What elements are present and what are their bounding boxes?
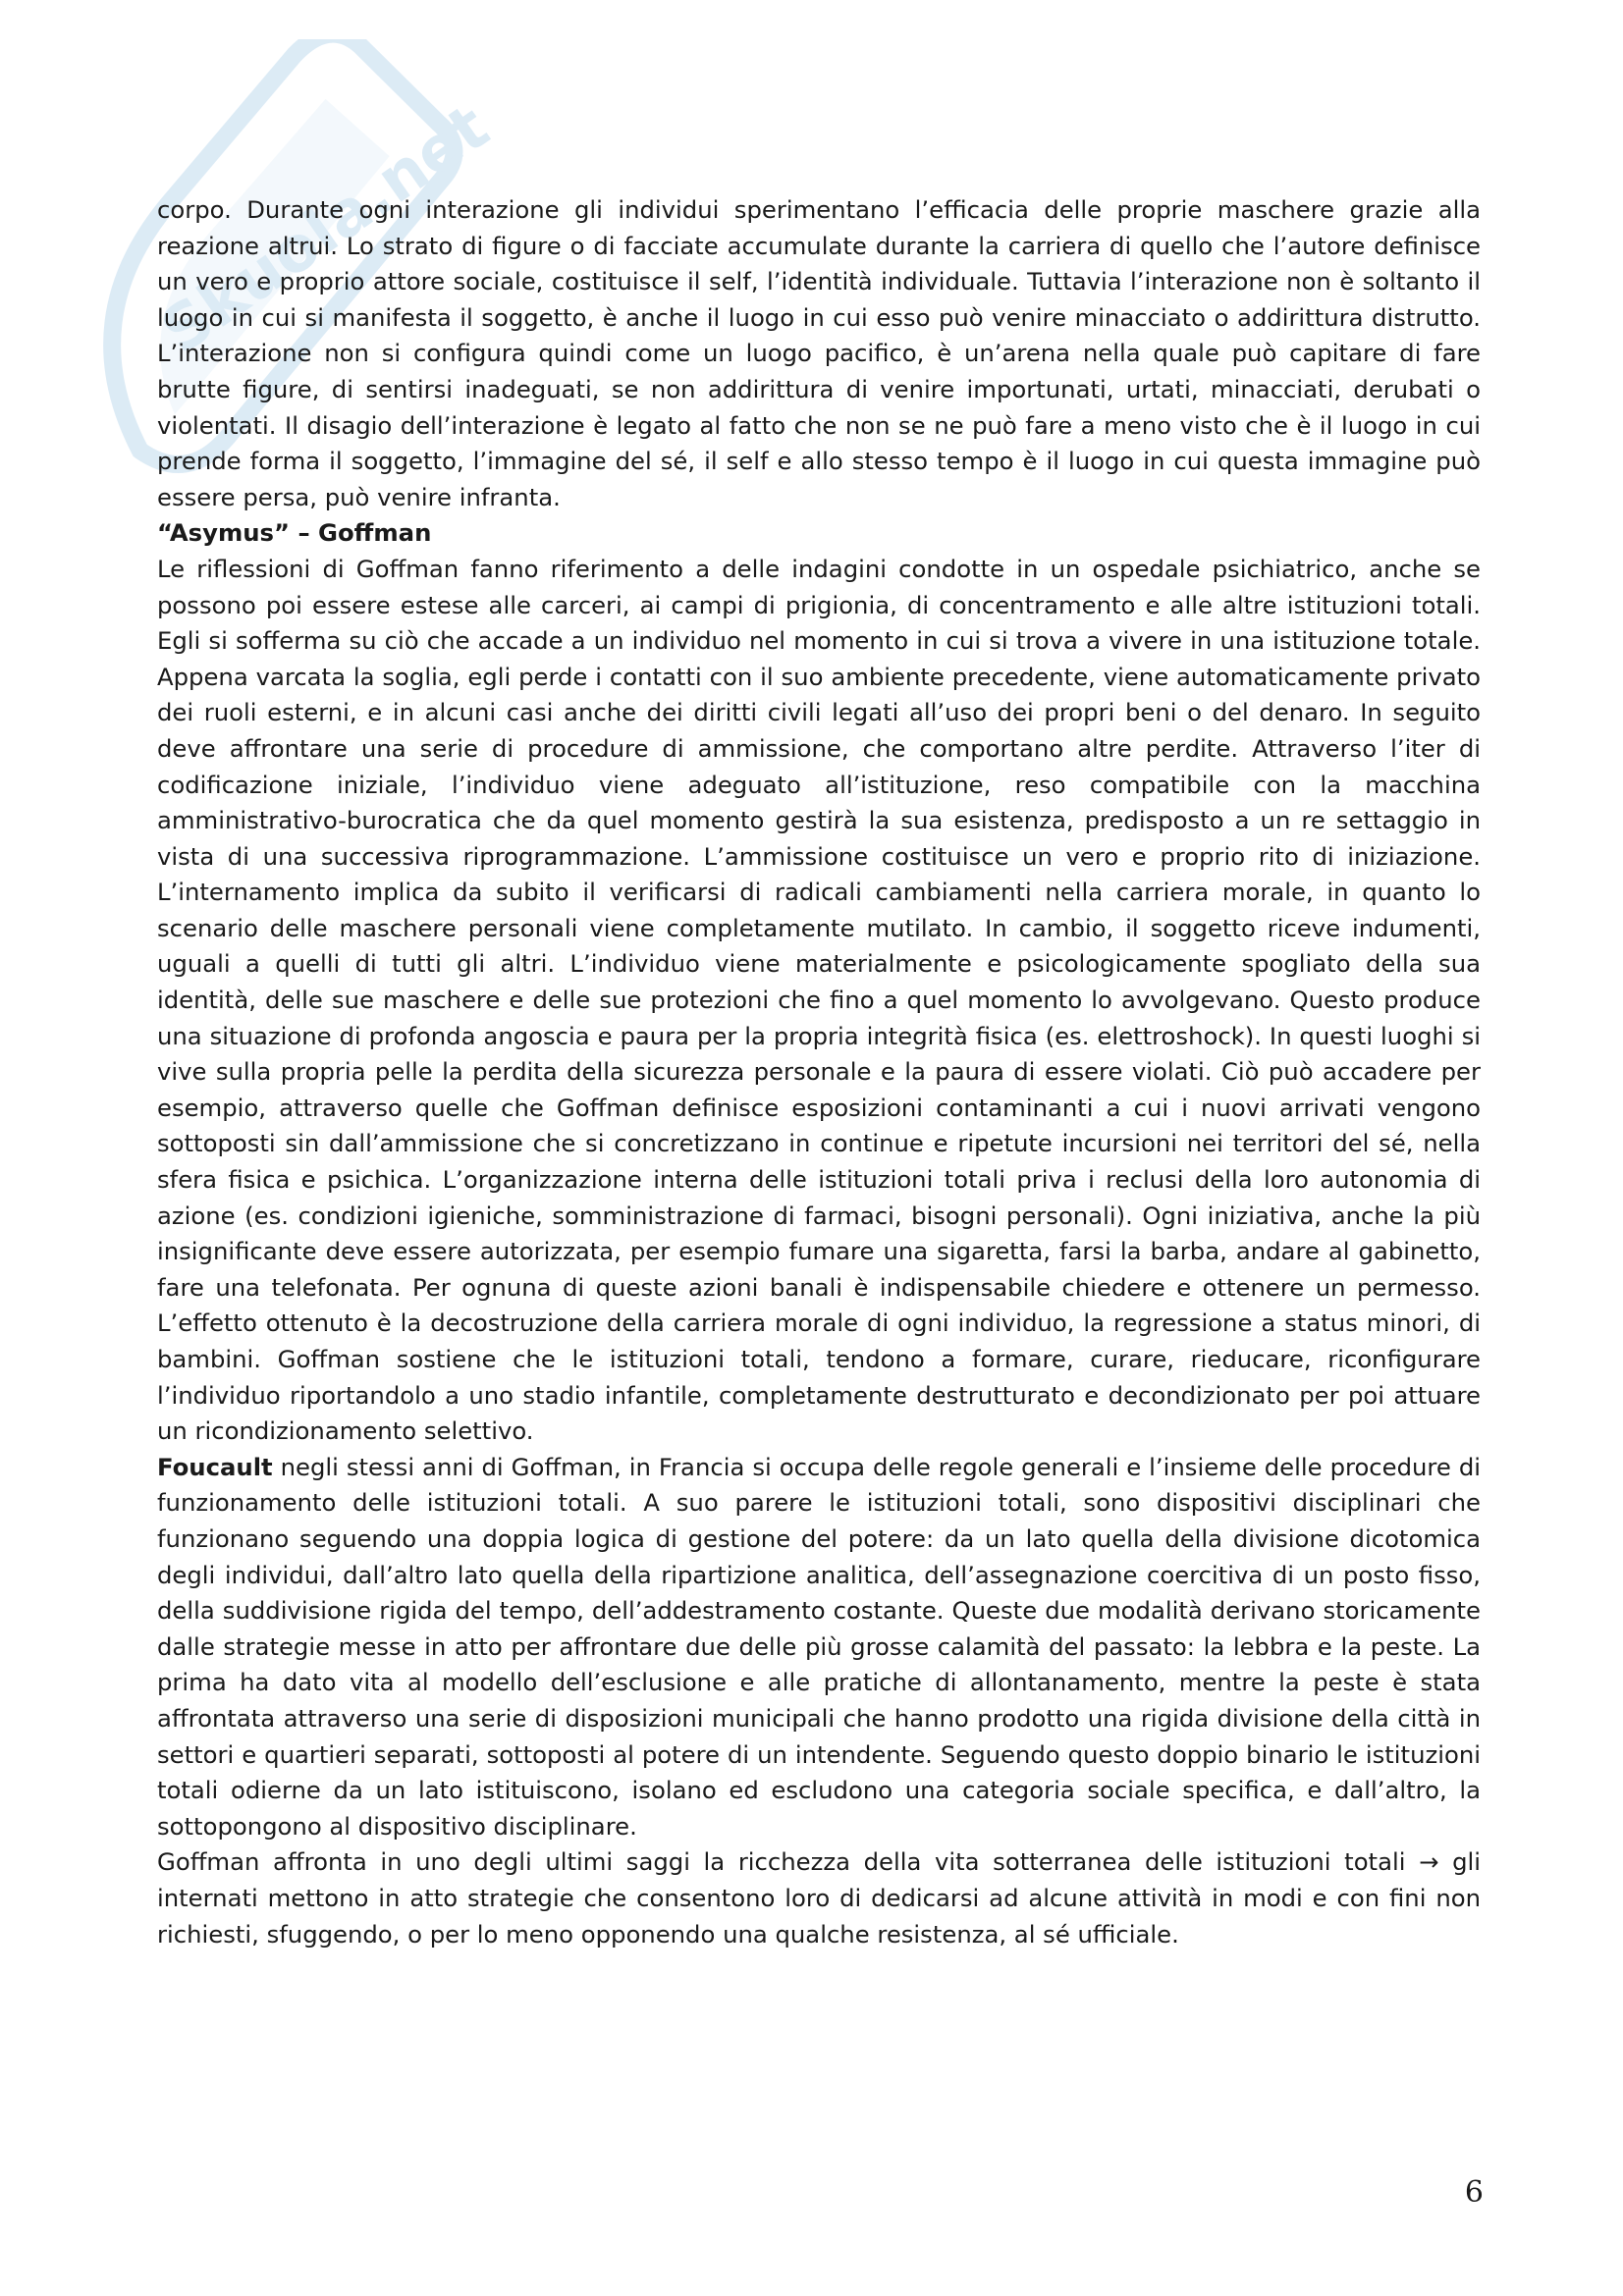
section-heading: “Asymus” – Goffman: [157, 518, 432, 548]
page-number: 6: [1464, 2175, 1484, 2210]
paragraph-body: Le riflessioni di Goffman fanno riferimento a delle indagini condotte in un ospedale psichiatrico, anche se possono poi essere estese alle carceri, ai campi di prigionia, di concentramento e alle altre istituzioni totali. Egli si sofferma su ciò che accade a un individuo nel momento in cui si trova a vivere in una istituzione totale. Appena varcata la soglia, egli perde i contatti con il suo ambiente precedente, viene automaticamente privato dei ruoli esterni, e in alcuni casi anche dei diritti civili legati all’uso dei propri beni o del denaro. In seguito deve affrontare una serie di procedure di ammissione, che comportano altre perdite. Attraverso l’iter di codificazione iniziale, l’individuo viene adeguato all’istituzione, reso compatibile con la macchina amministrativo-burocratica che da quel momento gestirà la sua esistenza, predisposto a un re settaggio in vista di una successiva riprogrammazione. L’ammissione costituisce un vero e proprio rito di iniziazione. L’internamento implica da subito il verificarsi di radicali cambiamenti nella carriera morale, in quanto lo scenario delle maschere personali viene completamente mutilato. In cambio, il soggetto riceve indumenti, uguali a quelli di tutti gli altri. L’individuo viene materialmente e psicologicamente spogliato della sua identità, delle sue maschere e delle sue protezioni che fino a quel momento lo avvolgevano. Questo produce una situazione di profonda angoscia e paura per la propria integrità fisica (es. elettroshock). In questi luoghi si vive sulla propria pelle la perdita della sicurezza personale e la paura di essere violati. Ciò può accadere per esempio, attraverso quelle che Goffman definisce esposizioni contaminanti a cui i nuovi arrivati vengono sottoposti sin dall’ammissione che si concretizzano in continue e ripetute incursioni nei territori del sé, nella sfera fisica e psichica. L’organizzazione interna delle istituzioni totali priva i reclusi della loro autonomia di azione (es. condizioni igieniche, somministrazione di farmaci, bisogni personali). Ogni iniziativa, anche la più insignificante deve essere autorizzata, per esempio fumare una sigaretta, farsi la barba, andare al gabinetto, fare una telefonata. Per ognuna di queste azioni banali è indispensabile chiedere e ottenere un permesso. L’effetto ottenuto è la decostruzione della carriera morale di ogni individuo, la regressione a status minori, di bambini. Goffman sostiene che le istituzioni totali, tendono a formare, curare, rieducare, riconfigurare l’individuo riportandolo a uno stadio infantile, completamente destrutturato e decondizionato per poi attuare un ricondizionamento selettivo.: [157, 554, 1481, 1446]
paragraph-body: Goffman affronta in uno degli ultimi saggi la ricchezza della vita sotterranea delle istituzioni totali → gli internati mettono in atto strategie che consentono loro di dedicarsi ad alcune attività in modi e con fini non richiesti, sfuggendo, o per lo meno opponendo una qualche resistenza, al sé ufficiale.: [157, 1847, 1481, 1949]
paragraph-body: [157, 1450, 1481, 1845]
paragraph-lead-term: Foucault: [157, 1452, 273, 1481]
document-body: [157, 192, 1481, 1952]
paragraph-body: corpo. Durante ogni interazione gli individui sperimentano l’efficacia delle proprie maschere grazie alla reazione altrui. Lo strato di figure o di facciate accumulate durante la carriera di quello che l’autore definisce un vero e proprio attore sociale, costituisce il self, l’identità individuale. Tuttavia l’interazione non è soltanto il luogo in cui si manifesta il soggetto, è anche il luogo in cui esso può venire minacciato o addirittura distrutto. L’interazione non si configura quindi come un luogo pacifico, è un’arena nella quale può capitare di fare brutte figure, di sentirsi inadeguati, se non addirittura di venire importunati, urtati, minacciati, derubati o violentati. Il disagio dell’interazione è legato al fatto che non se ne può fare a meno visto che è il luogo in cui prende forma il soggetto, l’immagine del sé, il self e allo stesso tempo è il luogo in cui questa immagine può essere persa, può venire infranta.: [157, 195, 1481, 511]
watermark-text: Skuola.net: [148, 90, 503, 369]
paragraph-text: negli stessi anni di Goffman, in Francia si occupa delle regole generali e l’insieme delle procedure di funzionamento delle istituzioni totali. A suo parere le istituzioni totali, sono dispositivi disciplinari che funzionano seguendo una doppia logica di gestione del potere: da un lato quella della divisione dicotomica degli individui, dall’altro lato quella della ripartizione analitica, dell’assegnazione coercitiva di un posto fisso, della suddivisione rigida del tempo, dell’addestramento costante. Queste due modalità derivano storicamente dalle strategie messe in atto per affrontare due delle più grosse calamità del passato: la lebbra e la peste. La prima ha dato vita al modello dell’esclusione e alle pratiche di allontanamento, mentre la peste è stata affrontata attraverso una serie di disposizioni municipali che hanno prodotto una rigida divisione della città in settori e quartieri separati, sottoposti al potere di un intendente. Seguendo questo doppio binario le istituzioni totali odierne da un lato istituiscono, isolano ed escludono una categoria sociale specifica, e dall’altro, la sottopongono al dispositivo disciplinare.: [157, 1452, 1481, 1841]
